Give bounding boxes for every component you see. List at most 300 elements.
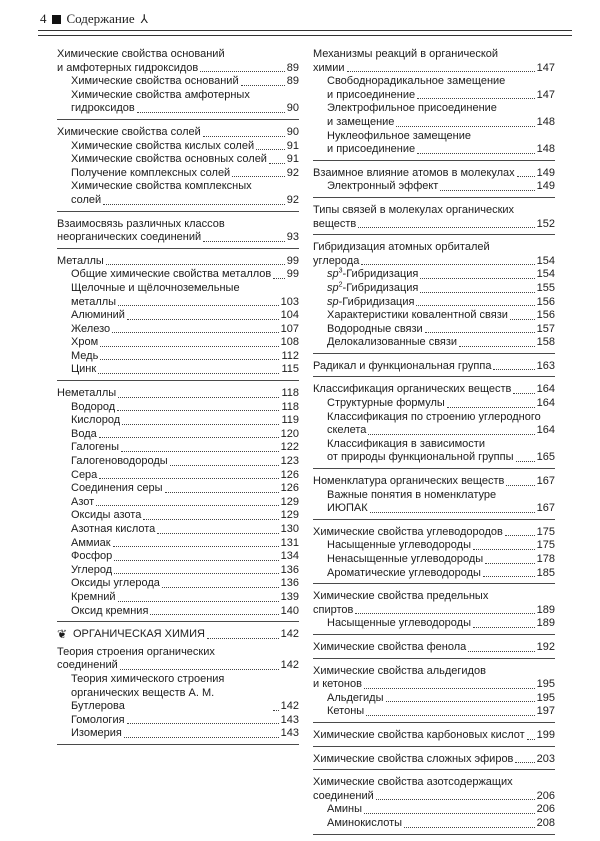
toc-subentry[interactable] — [57, 727, 299, 741]
toc-entry[interactable] — [313, 776, 555, 803]
entry-title: Кремний — [71, 590, 116, 603]
entry-title: углерода — [313, 254, 360, 267]
page-ref: 155 — [536, 281, 555, 294]
toc-group — [313, 776, 555, 834]
entry-title: Оксид кремния — [71, 604, 149, 617]
page-ref: 99 — [286, 268, 299, 281]
dot-leader — [256, 149, 285, 150]
entry-title: Соединения серы — [71, 482, 163, 495]
dot-leader — [117, 410, 279, 411]
entry-title-text: -Гибридизация — [342, 281, 419, 294]
dot-leader — [137, 112, 285, 113]
entry-title: Металлы — [57, 254, 104, 267]
entry-title-line: Химические свойства азотсодержащих — [313, 776, 513, 789]
entry-title-line: Химические свойства комплексных — [71, 180, 252, 193]
entry-title: Медь — [71, 349, 99, 362]
entry-title: Галогеноводороды — [71, 455, 168, 468]
entry-title: Азотная кислота — [71, 523, 156, 535]
entry-title-line: Важные понятия в номенклатуре — [327, 488, 497, 501]
entry-title: спиртов — [313, 603, 354, 616]
dot-leader — [99, 437, 279, 438]
page-ref: 175 — [536, 525, 555, 538]
toc-subentry[interactable] — [313, 553, 555, 567]
toc-subentry[interactable] — [313, 296, 555, 310]
dot-leader — [98, 373, 279, 374]
toc-entry[interactable] — [313, 48, 555, 75]
entry-title: Классификация органических веществ — [313, 383, 512, 396]
page-ref: 206 — [536, 789, 555, 802]
dot-leader — [170, 465, 279, 466]
entry-title: Изомерия — [71, 727, 122, 740]
page-ref: 126 — [280, 482, 299, 495]
toc-subentry[interactable] — [57, 282, 299, 309]
entry-title: Гомология — [71, 713, 125, 726]
entry-title: Общие химические свойства металлов — [71, 268, 272, 281]
entry-title: Вода — [71, 427, 97, 440]
page-ref: 197 — [536, 705, 555, 718]
toc-entry[interactable] — [313, 729, 555, 743]
entry-title-line: Механизмы реакций в органической — [313, 48, 499, 60]
entry-title: Азот — [71, 495, 95, 508]
dot-leader — [114, 560, 278, 561]
entry-title: ИЮПАК — [327, 502, 368, 515]
entry-title — [327, 282, 418, 296]
toc-entry[interactable] — [313, 753, 555, 767]
dot-leader — [118, 601, 279, 602]
entry-title: Хром — [71, 336, 99, 349]
toc-subentry[interactable] — [313, 397, 555, 411]
entry-title-line: Типы связей в молекулах органических — [313, 203, 515, 216]
toc-group — [313, 729, 555, 747]
page-ref: 131 — [280, 536, 299, 549]
dot-leader — [120, 669, 279, 670]
dot-leader — [273, 278, 285, 279]
page-ref: 142 — [280, 659, 299, 672]
entry-title: и амфотерных гидроксидов — [57, 61, 199, 74]
entry-title: металлы — [71, 295, 117, 308]
dot-leader — [515, 762, 534, 763]
toc-group — [313, 167, 555, 198]
toc-subentry[interactable] — [313, 567, 555, 581]
entry-title: гидроксидов — [71, 102, 135, 115]
toc-subentry[interactable] — [57, 336, 299, 350]
toc-group — [313, 753, 555, 771]
entry-title: Химические свойства солей — [57, 125, 201, 138]
dot-leader — [118, 397, 279, 398]
hybrid-exponent: 2 — [338, 281, 343, 289]
page-ref: 164 — [536, 397, 555, 410]
entry-title: Характеристики ковалентной связи — [327, 309, 508, 322]
dot-leader — [157, 533, 278, 534]
toc-subentry[interactable] — [313, 692, 555, 706]
toc-subentry[interactable] — [57, 714, 299, 728]
page-ref: 148 — [536, 115, 555, 128]
toc-subentry[interactable] — [57, 496, 299, 510]
dot-leader — [162, 587, 279, 588]
dot-leader — [416, 305, 534, 306]
entry-title: Цинк — [71, 363, 97, 376]
ornament-icon: ⅄ — [140, 11, 148, 26]
page-ref: 157 — [536, 322, 555, 335]
toc-entry[interactable] — [57, 255, 299, 269]
page-ref: 115 — [281, 363, 299, 376]
page-ref: 118 — [281, 387, 299, 400]
toc-subentry[interactable] — [313, 539, 555, 553]
dot-leader — [347, 71, 535, 72]
page-ref: 149 — [536, 180, 555, 193]
toc-subentry[interactable] — [313, 336, 555, 350]
page-ref: 120 — [280, 427, 299, 440]
entry-title — [327, 268, 418, 282]
toc-subentry[interactable] — [57, 482, 299, 496]
entry-title-line: Теория химического строения — [71, 672, 225, 685]
dot-leader — [358, 227, 534, 228]
page-ref: 90 — [286, 102, 299, 115]
entry-title: Галогены — [71, 441, 119, 454]
entry-title-line: Щелочные и щёлочноземельные — [71, 281, 240, 294]
entry-title: Аминокислоты — [327, 816, 403, 829]
dot-leader — [203, 136, 285, 137]
toc-subentry[interactable] — [57, 350, 299, 364]
entry-title: Альдегиды — [327, 691, 384, 704]
header-rule — [38, 30, 572, 31]
entry-title: и кетонов — [313, 678, 362, 691]
dot-leader — [127, 723, 279, 724]
dot-leader — [505, 535, 535, 536]
toc-entry[interactable] — [313, 241, 555, 268]
toc-entry[interactable] — [313, 590, 555, 617]
dot-leader — [106, 264, 285, 265]
page-ref: 126 — [280, 468, 299, 481]
entry-title: Насыщенные углеводороды — [327, 539, 471, 552]
page-ref: 164 — [536, 383, 555, 396]
page-ref: 165 — [536, 451, 555, 464]
entry-title: Амины — [327, 803, 363, 816]
page-ref: 119 — [281, 414, 299, 427]
page-ref: 154 — [536, 268, 555, 281]
page-ref: 167 — [536, 475, 555, 488]
entry-title: Структурные формулы — [327, 397, 445, 410]
toc-subentry[interactable] — [57, 591, 299, 605]
toc-subentry[interactable] — [313, 489, 555, 516]
page-ref: 156 — [536, 295, 555, 308]
dot-leader — [459, 346, 535, 347]
entry-title: Насыщенные углеводороды — [327, 617, 471, 630]
page-ref: 142 — [280, 700, 299, 713]
dot-leader — [473, 627, 535, 628]
dot-leader — [143, 519, 278, 520]
toc-entry[interactable] — [57, 218, 299, 245]
dot-leader — [200, 71, 284, 72]
page-title: Содержание — [66, 11, 135, 26]
dot-leader — [417, 98, 535, 99]
dot-leader — [516, 461, 535, 462]
dot-leader — [150, 614, 278, 615]
dot-leader — [207, 638, 279, 639]
toc-subentry[interactable] — [313, 268, 555, 282]
toc-subentry[interactable] — [57, 577, 299, 591]
toc-subentry[interactable] — [57, 428, 299, 442]
toc-right-column — [313, 48, 555, 841]
dot-leader — [368, 434, 534, 435]
toc-subentry[interactable] — [313, 438, 555, 465]
page-ref: 206 — [536, 803, 555, 816]
entry-title: и замещение — [327, 115, 395, 128]
hybrid-prefix: sp — [327, 295, 339, 308]
dot-leader — [121, 451, 279, 452]
toc-subentry[interactable] — [313, 617, 555, 631]
toc-group — [313, 48, 555, 161]
entry-title: Водородные связи — [327, 322, 423, 335]
entry-title: и присоединение — [327, 143, 416, 156]
page-ref: 108 — [280, 336, 299, 349]
entry-title — [327, 296, 414, 310]
entry-title: Радикал и функциональная группа — [313, 359, 492, 372]
page-ref: 143 — [280, 727, 299, 740]
dot-leader — [127, 319, 279, 320]
square-bullet-icon — [52, 15, 61, 24]
dot-leader — [493, 369, 534, 370]
page-ref: 91 — [286, 139, 299, 152]
dot-leader — [376, 799, 535, 800]
page-ref: 129 — [280, 509, 299, 522]
toc-entry[interactable] — [313, 641, 555, 655]
entry-title-line: Химические свойства амфотерных — [71, 88, 250, 101]
entry-title: соединений — [313, 789, 374, 802]
page-ref: 136 — [280, 577, 299, 590]
toc-subentry[interactable] — [57, 309, 299, 323]
entry-title: Водород — [71, 400, 116, 413]
toc-subentry[interactable] — [57, 509, 299, 523]
page-ref: 189 — [536, 617, 555, 630]
page-ref: 178 — [536, 553, 555, 565]
dot-leader — [386, 701, 535, 702]
toc-subentry[interactable] — [57, 564, 299, 578]
entry-title-text: -Гибридизация — [338, 295, 415, 308]
toc-subentry[interactable] — [313, 180, 555, 194]
dot-leader — [447, 407, 535, 408]
section-heading[interactable] — [57, 628, 299, 642]
toc-subentry[interactable] — [57, 414, 299, 428]
toc-entry[interactable] — [57, 387, 299, 401]
page-ref: 185 — [536, 566, 555, 579]
dot-leader — [99, 478, 278, 479]
entry-title: Неметаллы — [57, 387, 117, 400]
entry-title: химии — [313, 61, 345, 74]
entry-title: Химические свойства карбоновых кислот — [313, 728, 525, 741]
toc-entry[interactable] — [313, 526, 555, 540]
toc-entry[interactable] — [313, 204, 555, 231]
entry-title-line: Свободнорадикальное замещение — [327, 75, 506, 88]
toc-entry[interactable] — [313, 665, 555, 692]
page-ref: 99 — [286, 254, 299, 267]
page-ref: 91 — [286, 153, 299, 166]
dot-leader — [366, 715, 534, 716]
toc-subentry[interactable] — [57, 455, 299, 469]
page-ref: 118 — [281, 400, 299, 413]
entry-title: Химические свойства кислых солей — [71, 139, 255, 152]
toc-subentry[interactable] — [313, 130, 555, 157]
hybrid-exponent: 3 — [338, 267, 343, 275]
toc-subentry[interactable] — [57, 469, 299, 483]
page-ref: 158 — [536, 336, 555, 349]
toc-subentry[interactable] — [57, 75, 299, 89]
toc-subentry[interactable] — [57, 180, 299, 207]
dot-leader — [122, 424, 279, 425]
toc-subentry[interactable] — [57, 140, 299, 154]
toc-subentry[interactable] — [57, 523, 299, 537]
toc-group — [313, 665, 555, 723]
toc-subentry[interactable] — [57, 401, 299, 415]
entry-title-line: Электрофильное присоединение — [327, 102, 497, 115]
toc-subentry[interactable] — [313, 309, 555, 323]
hybrid-prefix: sp — [327, 281, 339, 294]
dot-leader — [364, 813, 535, 814]
entry-title: Железо — [71, 322, 111, 335]
page-number: 4 — [40, 11, 47, 26]
dot-leader — [100, 359, 279, 360]
page-header — [40, 8, 570, 30]
toc-group — [313, 241, 555, 354]
toc-subentry[interactable] — [313, 323, 555, 337]
toc-subentry[interactable] — [313, 411, 555, 438]
entry-title-line: Классификация по строению углеродного — [327, 410, 541, 423]
entry-title: Ненасыщенные углеводороды — [327, 553, 484, 565]
toc-left-column — [57, 48, 299, 751]
toc-subentry[interactable] — [57, 550, 299, 564]
page-ref: 123 — [280, 455, 299, 468]
toc-group — [313, 526, 555, 584]
toc-group — [57, 218, 299, 249]
toc-entry[interactable] — [313, 167, 555, 181]
page-ref: 154 — [536, 254, 555, 267]
dot-leader — [355, 613, 534, 614]
toc-subentry[interactable] — [57, 537, 299, 551]
scan-speck — [150, 740, 158, 742]
dot-leader — [103, 204, 285, 205]
dot-leader — [404, 827, 535, 828]
dot-leader — [485, 563, 534, 564]
toc-subentry[interactable] — [313, 817, 555, 831]
entry-title-line: Гибридизация атомных орбиталей — [313, 241, 490, 254]
dot-leader — [468, 651, 534, 652]
page-ref: 203 — [536, 752, 555, 765]
toc-entry[interactable] — [57, 48, 299, 75]
entry-title: Фосфор — [71, 550, 113, 563]
entry-title: солей — [71, 193, 102, 206]
dot-leader — [364, 688, 535, 689]
dot-leader — [361, 264, 534, 265]
toc-subentry[interactable] — [57, 441, 299, 455]
toc-subentry[interactable] — [57, 605, 299, 619]
toc-entry[interactable] — [313, 475, 555, 489]
section-page: 142 — [280, 628, 299, 641]
toc-group — [57, 387, 299, 622]
page-ref: 147 — [536, 88, 555, 101]
page-ref: 208 — [536, 816, 555, 829]
dot-leader — [517, 176, 535, 177]
entry-title: Кетоны — [327, 705, 365, 718]
page-ref: 195 — [536, 678, 555, 691]
dot-leader — [440, 190, 534, 191]
dot-leader — [112, 332, 279, 333]
toc-subentry[interactable] — [313, 803, 555, 817]
toc-subentry[interactable] — [57, 268, 299, 282]
toc-entry[interactable] — [313, 383, 555, 397]
page-ref: 103 — [280, 295, 299, 308]
section-title: ОРГАНИЧЕСКАЯ ХИМИЯ — [73, 628, 205, 641]
toc-group — [57, 255, 299, 381]
toc-subentry[interactable] — [57, 89, 299, 116]
page-ref: 199 — [536, 728, 555, 741]
dot-leader — [420, 292, 534, 293]
dot-leader — [513, 393, 534, 394]
toc-group — [313, 204, 555, 235]
toc-subentry[interactable] — [313, 282, 555, 296]
entry-title: органических веществ А. М. Бутлерова — [71, 686, 215, 713]
toc-subentry[interactable] — [57, 167, 299, 181]
page-ref: 175 — [536, 539, 555, 552]
toc-subentry[interactable] — [57, 323, 299, 337]
entry-title-line: Взаимосвязь различных классов — [57, 217, 225, 230]
page-ref: 152 — [536, 217, 555, 230]
entry-title-line: Химические свойства предельных — [313, 590, 489, 603]
entry-title: Углерод — [71, 563, 113, 576]
toc-group — [57, 48, 299, 120]
entry-title: Сера — [71, 468, 98, 481]
entry-title-line: Химические свойства альдегидов — [313, 664, 486, 677]
page-ref: 89 — [286, 61, 299, 74]
page-ref: 92 — [286, 166, 299, 179]
toc-entry[interactable] — [57, 126, 299, 140]
page-ref: 195 — [536, 691, 555, 704]
toc-subentry[interactable] — [57, 153, 299, 167]
page-ref: 122 — [280, 441, 299, 454]
dot-leader — [269, 163, 285, 164]
toc-subentry[interactable] — [313, 75, 555, 102]
toc-subentry[interactable] — [57, 673, 299, 714]
entry-title: скелета — [327, 424, 367, 437]
dot-leader — [396, 126, 534, 127]
entry-title-line: Нуклеофильное замещение — [327, 129, 471, 142]
entry-title: Ароматические углеводороды — [327, 566, 481, 579]
dot-leader — [527, 739, 535, 740]
page-ref: 149 — [536, 166, 555, 179]
leaf-icon: ❦ — [57, 627, 68, 642]
page-ref: 167 — [536, 502, 555, 515]
entry-title: Алюминий — [71, 309, 125, 322]
page-ref: 143 — [280, 713, 299, 726]
header-rule-secondary — [38, 35, 572, 36]
toc-group — [313, 641, 555, 659]
entry-title: Кислород — [71, 414, 121, 427]
toc-group — [57, 126, 299, 212]
dot-leader — [425, 332, 535, 333]
dot-leader — [203, 241, 285, 242]
entry-title: Химические свойства фенола — [313, 640, 467, 653]
toc-entry[interactable] — [57, 646, 299, 673]
page-ref: 93 — [286, 231, 299, 244]
toc-subentry[interactable] — [313, 102, 555, 129]
entry-title: от природы функциональной группы — [327, 451, 514, 464]
page-ref: 92 — [286, 193, 299, 206]
toc-subentry[interactable] — [57, 363, 299, 377]
dot-leader — [113, 546, 279, 547]
hybrid-prefix: sp — [327, 268, 339, 281]
toc-entry[interactable] — [313, 360, 555, 374]
toc-subentry[interactable] — [313, 705, 555, 719]
entry-title-line: Теория строения органических — [57, 645, 215, 658]
